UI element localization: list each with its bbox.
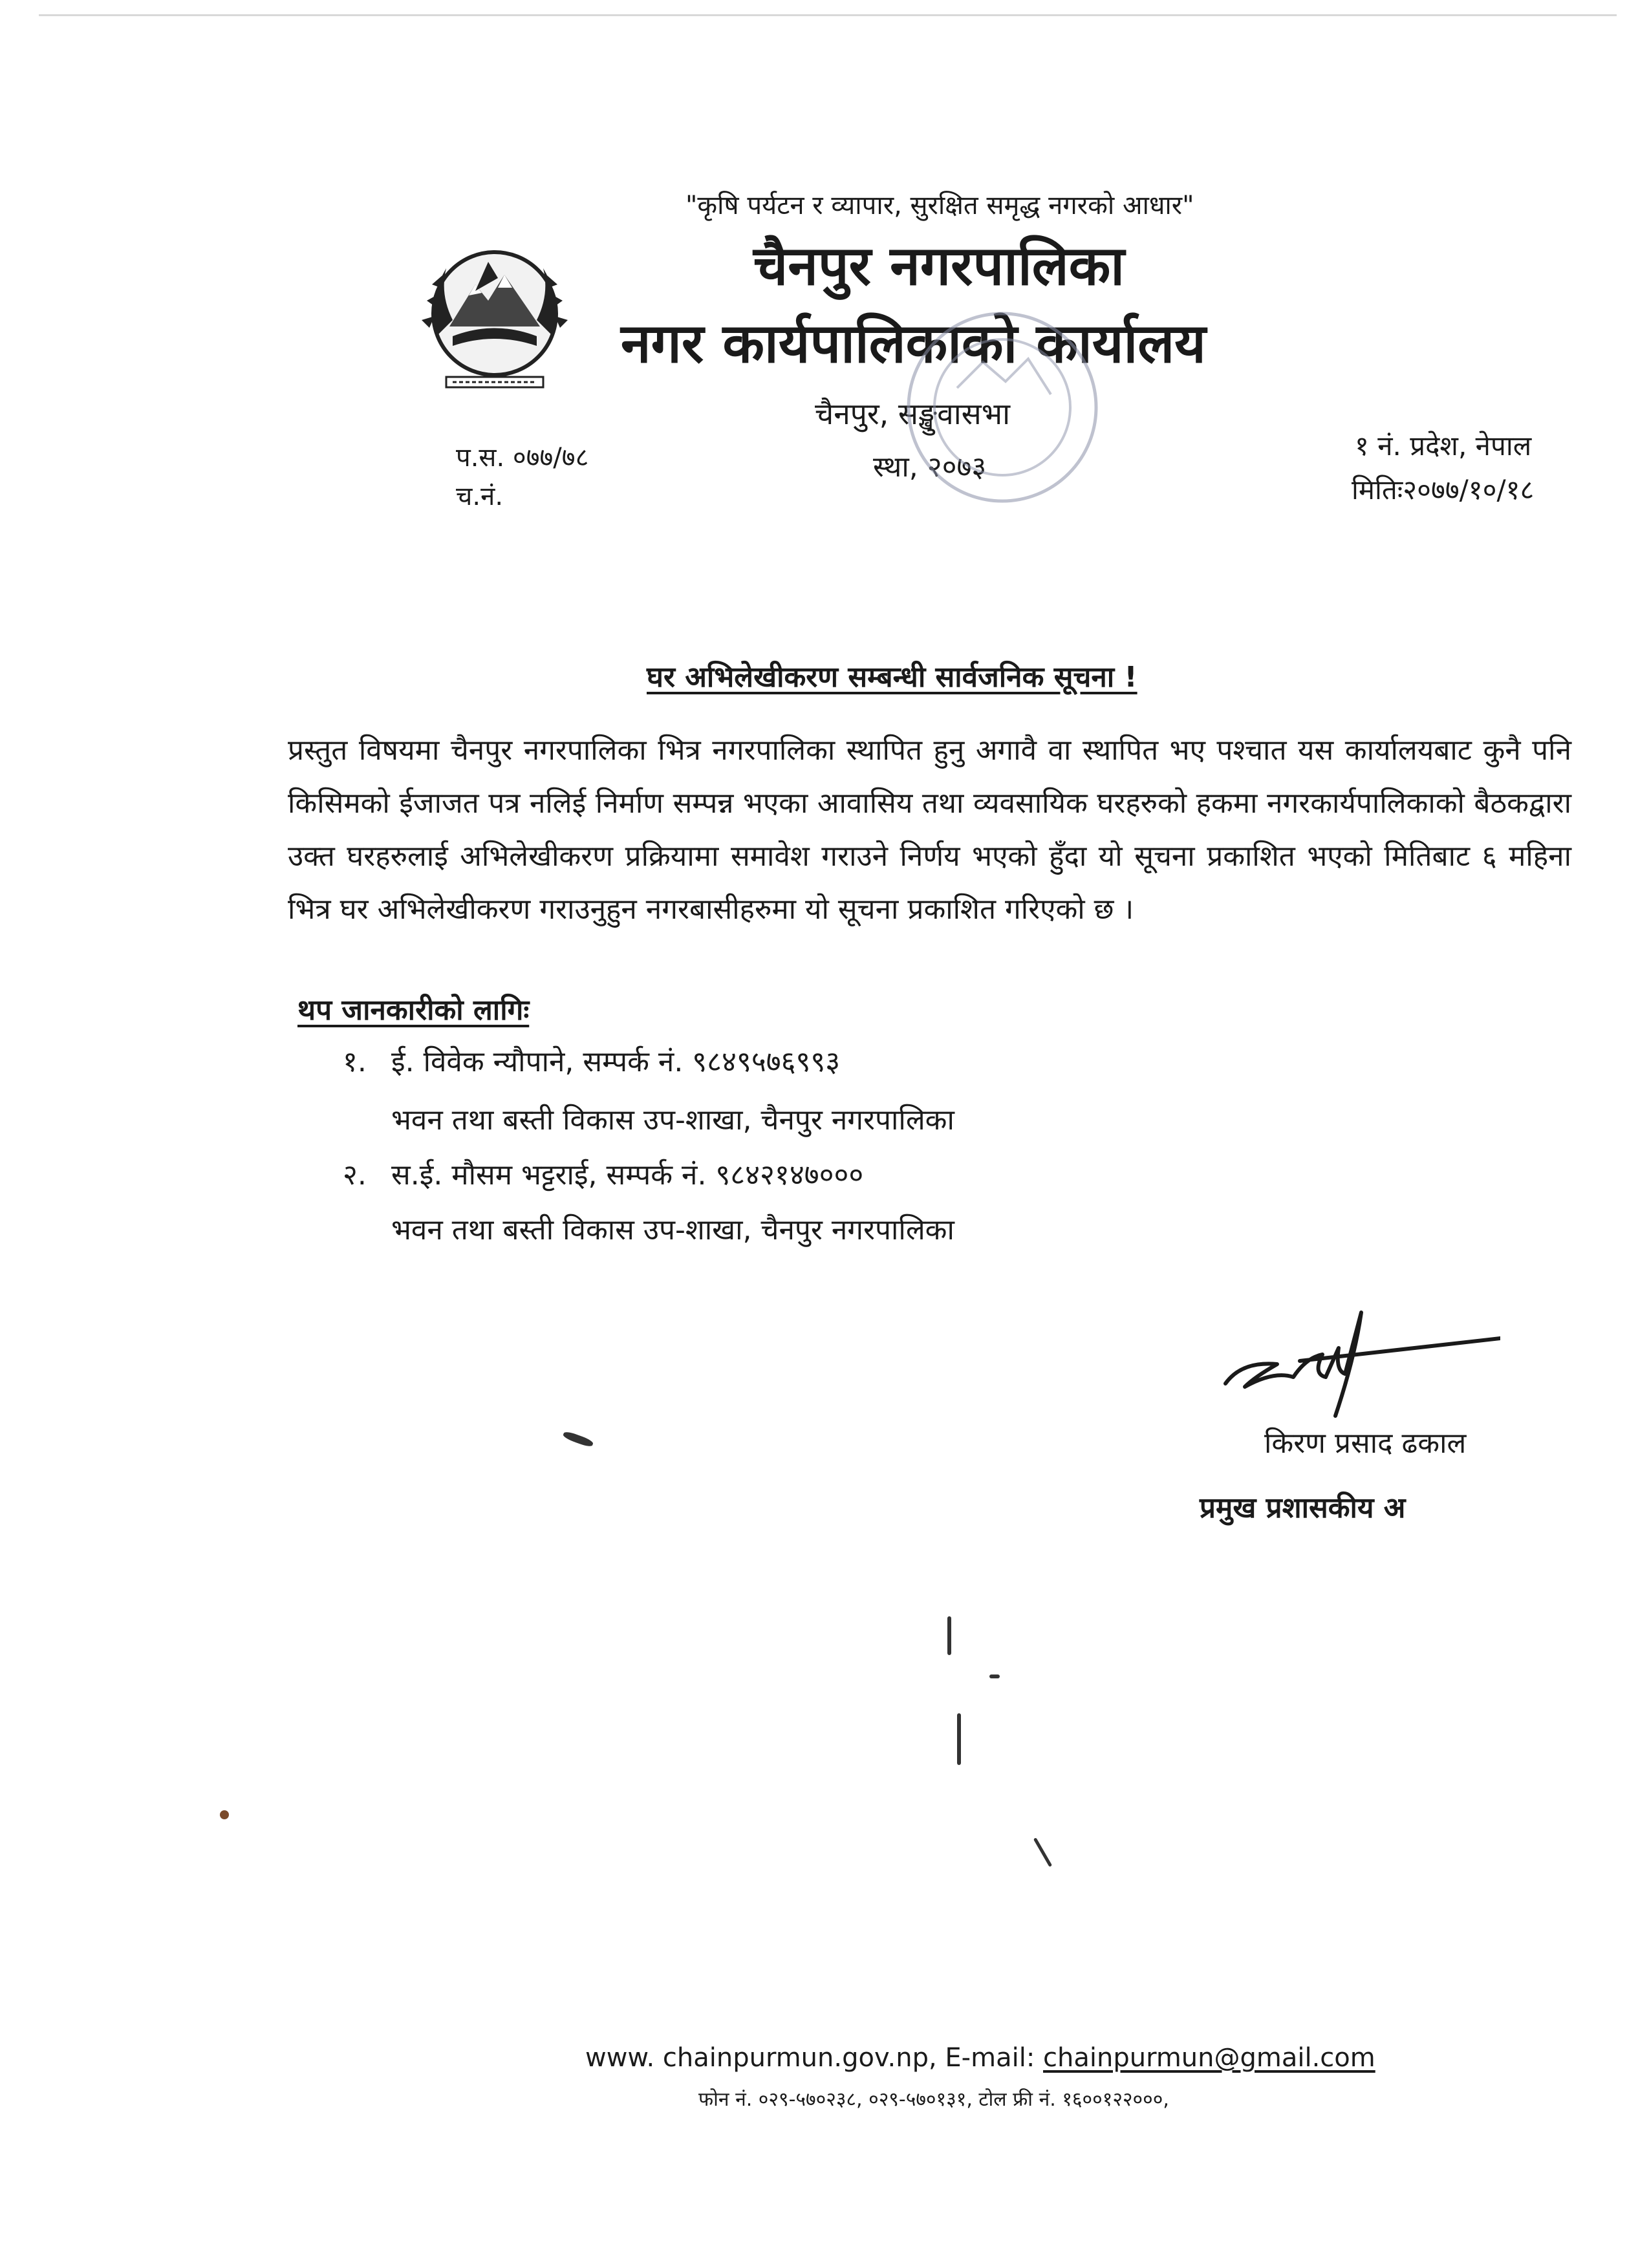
contact-number-marker: २. (343, 1159, 367, 1192)
notice-body: प्रस्तुत विषयमा चैनपुर नगरपालिका भित्र नगरपालिका स्थापित हुनु अगावै वा स्थापित भए पश्चात यस कार्यालयबाट कुनै पनि किसिमको ईजाजत पत्र नलिई निर्माण सम्पन्न भएका आवासिय तथा व्यवसायिक घरहरुको हकमा नगरकार्यपालिकाको बैठकद्वारा उक्त घरहरुलाई अभिलेखीकरण प्रक्रियामा समावेश गराउने निर्णय भएको हुँदा यो सूचना प्रकाशित भएको मितिबाट ६ महिना भित्र घर अभिलेखीकरण गराउनुहुन नगरबासीहरुमा यो सूचना प्रकाशित गरिएको छ । (288, 734, 1571, 926)
scan-speck (947, 1616, 951, 1655)
scan-speck (957, 1713, 961, 1765)
province-label: १ नं. प्रदेश, नेपाल (1355, 430, 1532, 462)
scan-speck (220, 1810, 229, 1819)
address-line: चैनपुर, सङ्खुवासभा (815, 396, 1010, 431)
government-emblem-icon (401, 223, 588, 398)
contact-person: ई. विवेक न्यौपाने, सम्पर्क नं. ९८४९५७६९९३ (391, 1045, 841, 1078)
signatory-title: प्रमुख प्रशासकीय अ (1200, 1492, 1406, 1524)
contact-person: स.ई. मौसम भट्टराई, सम्पर्क नं. ९८४२१४७००० (391, 1159, 864, 1192)
office-title: नगर कार्यपालिकाको कार्यालय (621, 312, 1206, 375)
scan-speck (562, 1430, 594, 1448)
contact-department: भवन तथा बस्ती विकास उप-शाखा, चैनपुर नगरपालिका (391, 1214, 954, 1246)
dispatch-number: च.नं. (456, 482, 504, 511)
municipality-title: चैनपुर नगरपालिका (753, 234, 1125, 297)
notice-heading: घर अभिलेखीकरण सम्बन्धी सार्वजनिक सूचना ! (647, 661, 1137, 694)
contact-number-marker: १. (343, 1045, 367, 1078)
signature-icon (1216, 1300, 1500, 1422)
signatory-name: किरण प्रसाद ढकाल (1264, 1427, 1467, 1460)
footer-website (585, 2043, 1375, 2073)
more-info-label: थप जानकारीको लागिः (297, 994, 530, 1027)
scan-speck (989, 1674, 1000, 1678)
contact-department: भवन तथा बस्ती विकास उप-शाखा, चैनपुर नगरपालिका (391, 1104, 954, 1137)
slogan: "कृषि पर्यटन र व्यापार, सुरक्षित समृद्ध नगरको आधार" (685, 191, 1194, 220)
footer-phone: फोन नं. ०२९-५७०२३८, ०२९-५७०१३१, टोल फ्री नं. १६००१२२०००, (698, 2088, 1169, 2111)
established-line: स्था, २०७३ (873, 451, 987, 484)
date-label: मितिः२०७७/१०/१८ (1352, 474, 1535, 506)
scan-speck (1033, 1837, 1052, 1867)
scan-edge-line (39, 14, 1617, 16)
office-stamp-icon (899, 304, 1106, 511)
footer-email-link[interactable]: chainpurmun@gmail.com (1043, 2043, 1375, 2073)
footer-website-text: www. chainpurmun.gov.np, E-mail: (585, 2043, 1044, 2073)
reference-number: प.स. ०७७/७८ (456, 443, 589, 473)
